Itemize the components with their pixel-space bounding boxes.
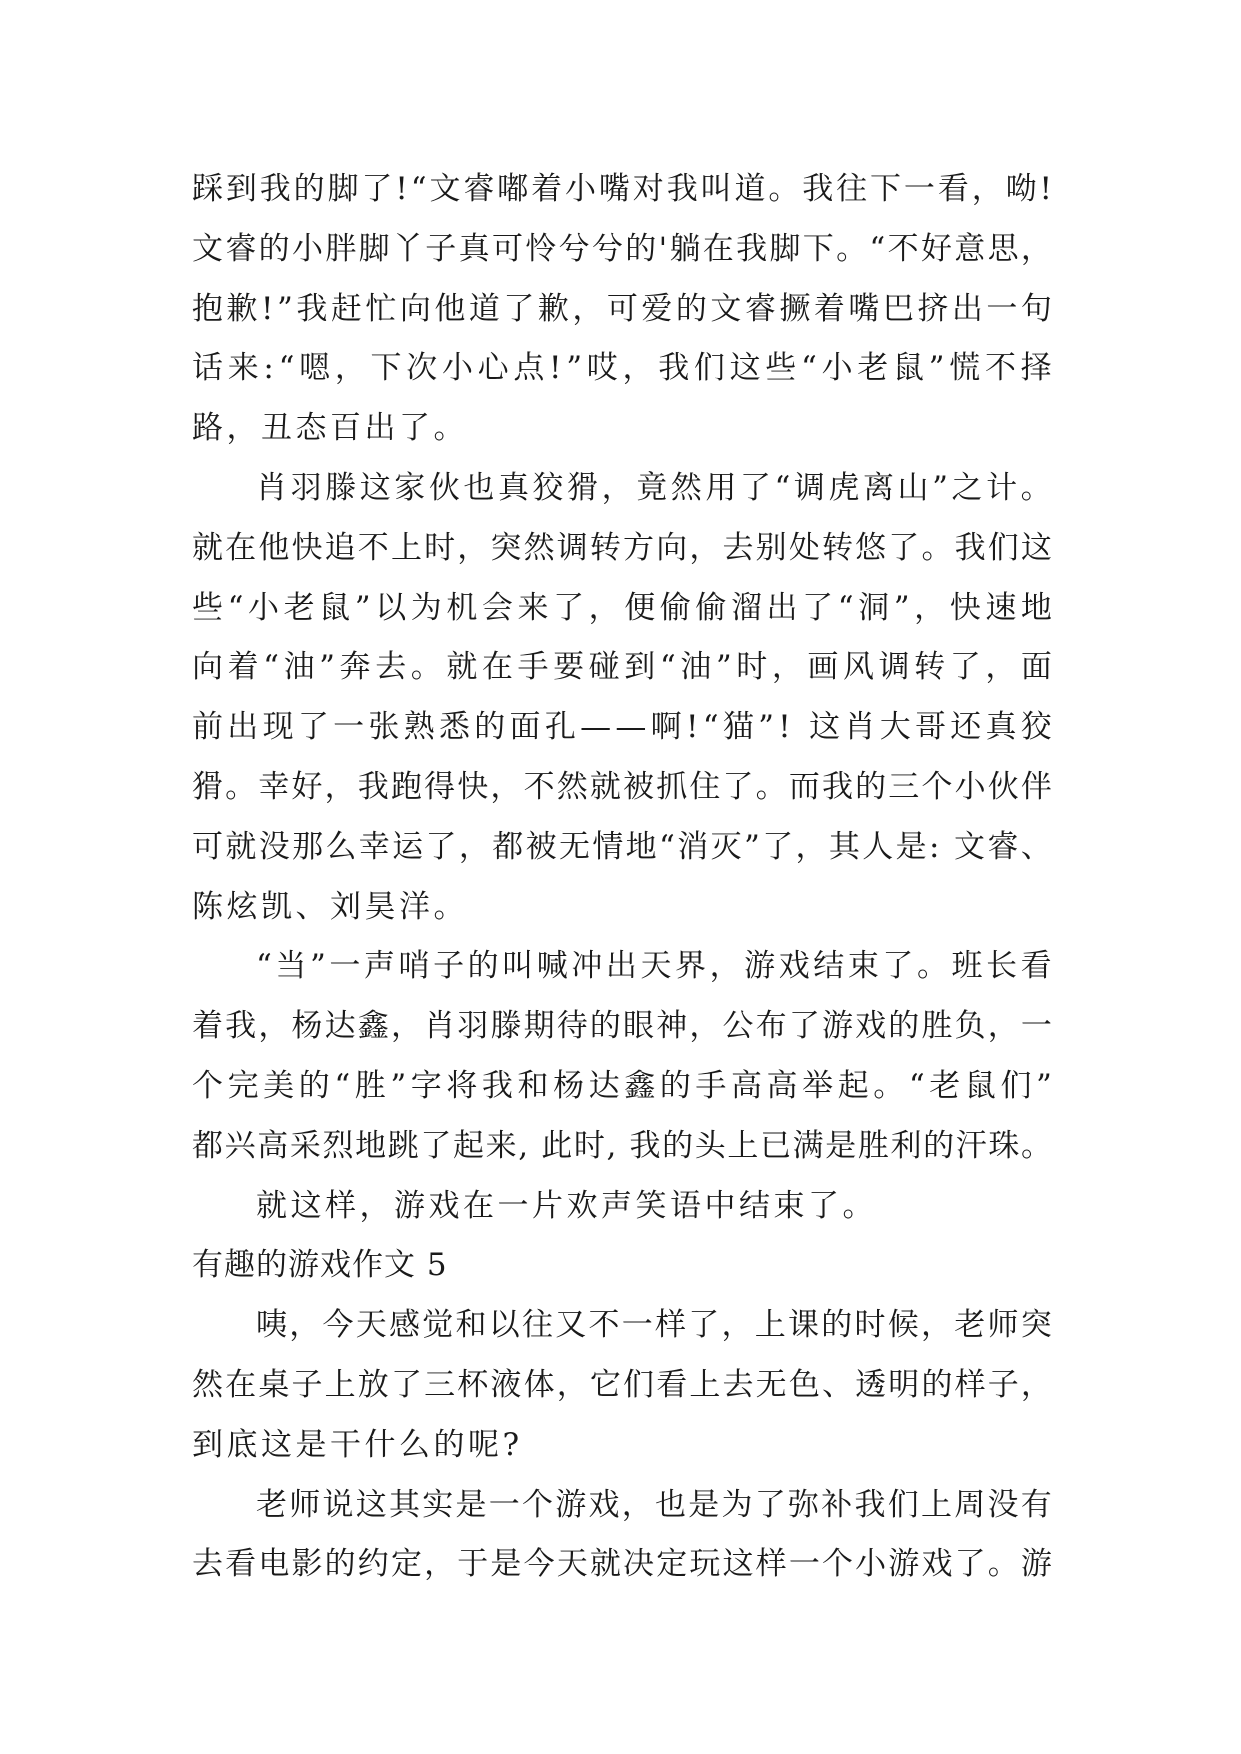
text-line: 可 就 没 那 么 幸 运 了 ， 都 被 无 情 地 “ 消 灭 ” 了 ， 其 人 是 : 文 睿 、	[192, 828, 1052, 865]
section-heading: 有趣的游戏作文 5	[192, 1247, 448, 1284]
text-line: 去 看 电 影 的 约 定 ， 于 是 今 天 就 决 定 玩 这 样 一 个 小 游 戏 了 。 游	[192, 1546, 1052, 1583]
text-line: 文 睿 的 小 胖 脚 丫 子 真 可 怜 兮 兮 的 ' 躺 在 我 脚 下 。 “ 不 好 意 思 ，	[192, 230, 1052, 267]
document-body	[192, 160, 1052, 1595]
text-line: 到底这是干什么的呢?	[192, 1426, 523, 1463]
text-line: 些 “ 小 老 鼠 ” 以 为 机 会 来 了 ， 便 偷 偷 溜 出 了 “ 洞 ” ， 快 速 地	[192, 589, 1052, 626]
text-line: 然 在 桌 子 上 放 了 三 杯 液 体 ， 它 们 看 上 去 无 色 、 透 明 的 样 子 ，	[192, 1366, 1052, 1403]
text-line: 个 完 美 的 “ 胜 ” 字 将 我 和 杨 达 鑫 的 手 高 高 举 起 。 “ 老 鼠 们 ”	[192, 1067, 1052, 1104]
text-line: 咦 ， 今 天 感 觉 和 以 往 又 不 一 样 了 ， 上 课 的 时 候 ， 老 师 突	[256, 1307, 1052, 1344]
text-line: 陈炫凯、刘昊洋。	[192, 888, 468, 925]
text-line: 肖 羽 滕 这 家 伙 也 真 狡 猾 ， 竟 然 用 了 “ 调 虎 离 山 ” 之 计 。	[256, 469, 1052, 506]
text-line: 抱 歉 ! ” 我 赶 忙 向 他 道 了 歉 ， 可 爱 的 文 睿 撅 着 嘴 巴 挤 出 一 句	[192, 290, 1052, 327]
text-line: 就这样，游戏在一片欢声笑语中结束了。	[256, 1187, 877, 1224]
text-line: 猾 。 幸 好 ， 我 跑 得 快 ， 不 然 就 被 抓 住 了 。 而 我 的 三 个 小 伙 伴	[192, 768, 1052, 805]
text-line: 着 我 ， 杨 达 鑫 ， 肖 羽 滕 期 待 的 眼 神 ， 公 布 了 游 戏 的 胜 负 ， 一	[192, 1008, 1052, 1045]
text-line: “ 当 ” 一 声 哨 子 的 叫 喊 冲 出 天 界 ， 游 戏 结 束 了 。 班 长 看	[256, 948, 1052, 985]
text-line: 老 师 说 这 其 实 是 一 个 游 戏 ， 也 是 为 了 弥 补 我 们 上 周 没 有	[256, 1486, 1052, 1523]
text-line: 向 着 “ 油 ” 奔 去 。 就 在 手 要 碰 到 “ 油 ” 时 ， 画 风 调 转 了 ， 面	[192, 649, 1052, 686]
text-line: 话 来 : “ 嗯 ， 下 次 小 心 点 ! ” 哎 ， 我 们 这 些 “ 小 老 鼠 ” 慌 不 择	[192, 350, 1052, 387]
text-line: 就 在 他 快 追 不 上 时 ， 突 然 调 转 方 向 ， 去 别 处 转 悠 了 。 我 们 这	[192, 529, 1052, 566]
text-line: 踩 到 我 的 脚 了 ! “ 文 睿 嘟 着 小 嘴 对 我 叫 道 。 我 往 下 一 看 ， 呦 !	[192, 171, 1052, 207]
text-line: 前 出 现 了 一 张 熟 悉 的 面 孔 — — 啊 ! “ 猫 ” ! 这 肖 大 哥 还 真 狡	[192, 709, 1052, 746]
text-line: 都 兴 高 采 烈 地 跳 了 起 来 , 此 时 , 我 的 头 上 已 满 是 胜 利 的 汗 珠 。	[192, 1127, 1052, 1164]
text-line: 路，丑态百出了。	[192, 410, 468, 447]
